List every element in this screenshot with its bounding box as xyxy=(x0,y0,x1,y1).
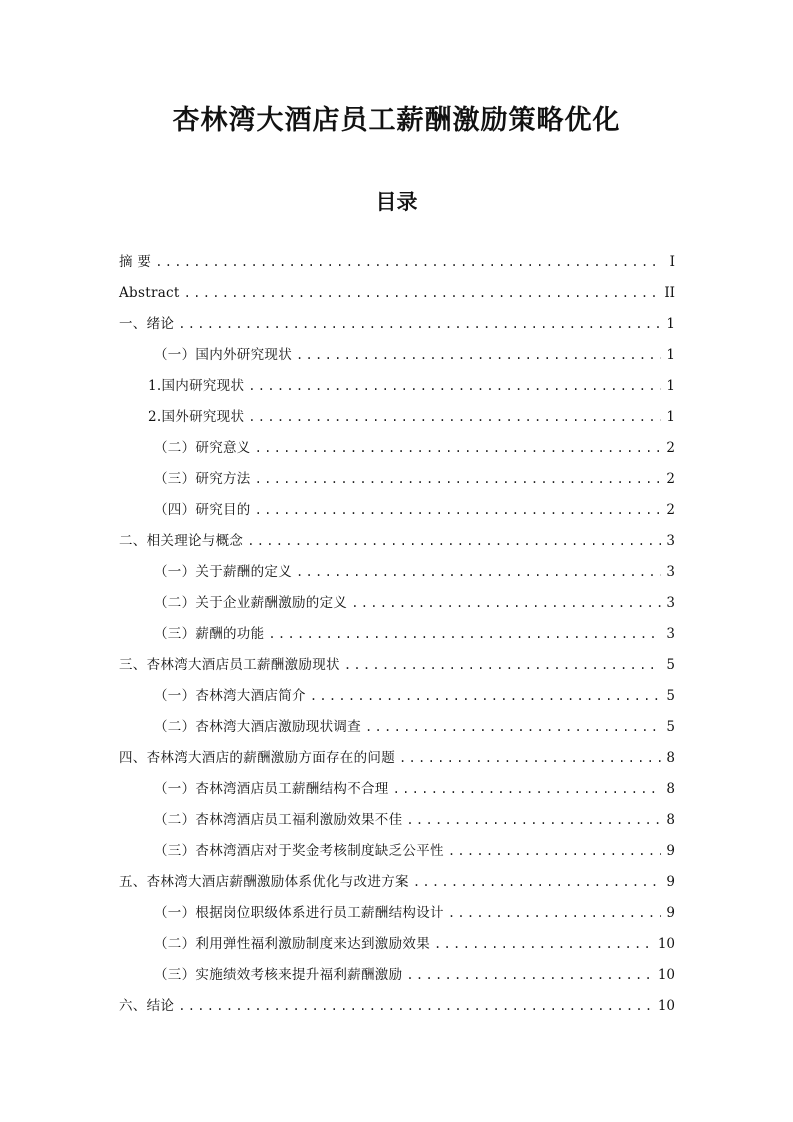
toc-entry-section[interactable] xyxy=(154,715,675,739)
toc-entry-chapter-1[interactable] xyxy=(119,312,675,336)
toc-entry-page: 1 xyxy=(666,378,675,394)
toc-entry-page: 1 xyxy=(666,409,675,425)
toc-entry-label: （一）关于薪酬的定义 xyxy=(154,564,292,580)
toc-leader-dots xyxy=(434,932,654,956)
toc-entry-page: 8 xyxy=(666,781,675,797)
toc-entry-page: 8 xyxy=(666,812,675,828)
toc-entry-section[interactable] xyxy=(154,622,675,646)
toc-entry-label: Abstract xyxy=(119,285,180,301)
toc-entry-page: 10 xyxy=(657,967,675,983)
toc-entry-section[interactable] xyxy=(154,591,675,615)
toc-leader-dots xyxy=(255,436,661,460)
toc-entry-label: 2.国外研究现状 xyxy=(148,409,245,425)
toc-entry-section[interactable] xyxy=(154,839,675,863)
toc-entry-label: 摘 要 xyxy=(119,254,152,270)
toc-entry-section[interactable] xyxy=(154,467,675,491)
toc-leader-dots xyxy=(248,374,661,398)
toc-entry-label: （一）杏林湾大酒店简介 xyxy=(154,688,306,704)
toc-entry-label: 一、绪论 xyxy=(119,316,175,332)
toc-entry-chapter-5[interactable] xyxy=(119,870,675,894)
toc-leader-dots xyxy=(255,467,661,491)
toc-leader-dots xyxy=(296,343,661,367)
toc-leader-dots xyxy=(248,405,661,429)
toc-leader-dots xyxy=(365,715,661,739)
toc-entry-page: 3 xyxy=(666,533,675,549)
toc-entry-section[interactable] xyxy=(154,808,675,832)
toc-entry-page: 10 xyxy=(657,936,675,952)
toc-leader-dots xyxy=(344,653,661,677)
toc-entry-page: 2 xyxy=(666,502,675,518)
toc-entry-section[interactable] xyxy=(154,498,675,522)
toc-entry-page: 5 xyxy=(666,657,675,673)
toc-entry-page: 2 xyxy=(666,471,675,487)
toc-entry-label: （四）研究目的 xyxy=(154,502,251,518)
toc-entry-abstract-en[interactable] xyxy=(119,281,675,305)
toc-leader-dots xyxy=(178,312,661,336)
toc-entry-page: 8 xyxy=(666,750,675,766)
toc-entry-label: （一）杏林湾酒店员工薪酬结构不合理 xyxy=(154,781,389,797)
toc-leader-dots xyxy=(155,250,661,274)
toc-entry-page: 3 xyxy=(666,626,675,642)
toc-entry-chapter-2[interactable] xyxy=(119,529,675,553)
toc-entry-page: I xyxy=(669,254,675,270)
toc-entry-label: 1.国内研究现状 xyxy=(148,378,245,394)
toc-leader-dots xyxy=(178,994,654,1018)
toc-entry-section[interactable] xyxy=(154,932,675,956)
toc-leader-dots xyxy=(406,963,653,987)
toc-entry-label: （三）研究方法 xyxy=(154,471,251,487)
toc-entry-page: 5 xyxy=(666,688,675,704)
toc-entry-section[interactable] xyxy=(154,777,675,801)
toc-heading: 目录 xyxy=(375,190,418,214)
toc-entry-label: （二）关于企业薪酬激励的定义 xyxy=(154,595,348,611)
toc-entry-label: （三）杏林湾酒店对于奖金考核制度缺乏公平性 xyxy=(154,843,444,859)
toc-entry-abstract-cn[interactable] xyxy=(119,250,675,274)
document-title: 杏林湾大酒店员工薪酬激励策略优化 xyxy=(172,105,621,136)
toc-entry-label: （二）杏林湾酒店员工福利激励效果不佳 xyxy=(154,812,403,828)
toc-leader-dots xyxy=(393,777,661,801)
toc-entry-label: 五、杏林湾大酒店薪酬激励体系优化与改进方案 xyxy=(119,874,409,890)
toc-entry-label: （三）薪酬的功能 xyxy=(154,626,265,642)
toc-leader-dots xyxy=(268,622,661,646)
toc-leader-dots xyxy=(406,808,661,832)
toc-leader-dots xyxy=(413,870,661,894)
toc-entry-chapter-3[interactable] xyxy=(119,653,675,677)
toc-entry-section[interactable] xyxy=(154,343,675,367)
toc-leader-dots xyxy=(399,746,661,770)
toc-leader-dots xyxy=(351,591,661,615)
toc-entry-label: 二、相关理论与概念 xyxy=(119,533,244,549)
toc-leader-dots xyxy=(448,901,661,925)
toc-entry-chapter-6[interactable] xyxy=(119,994,675,1018)
toc-entry-label: （一）根据岗位职级体系进行员工薪酬结构设计 xyxy=(154,905,444,921)
toc-leader-dots xyxy=(184,281,661,305)
toc-entry-page: 9 xyxy=(666,905,675,921)
toc-entry-label: （二）利用弹性福利激励制度来达到激励效果 xyxy=(154,936,430,952)
toc-entry-label: （一）国内外研究现状 xyxy=(154,347,292,363)
toc-entry-page: 1 xyxy=(666,347,675,363)
toc-entry-page: 9 xyxy=(666,874,675,890)
toc-entry-section[interactable] xyxy=(154,684,675,708)
toc-entry-page: 9 xyxy=(666,843,675,859)
toc-entry-subsection[interactable] xyxy=(148,374,675,398)
toc-entry-page: 10 xyxy=(657,998,675,1014)
toc-entry-section[interactable] xyxy=(154,436,675,460)
toc-entry-label: （三）实施绩效考核来提升福利薪酬激励 xyxy=(154,967,403,983)
toc-entry-label: （二）研究意义 xyxy=(154,440,251,456)
toc-entry-label: （二）杏林湾大酒店激励现状调查 xyxy=(154,719,361,735)
toc-entry-section[interactable] xyxy=(154,963,675,987)
toc-leader-dots xyxy=(310,684,661,708)
toc-entry-subsection[interactable] xyxy=(148,405,675,429)
toc-entry-section[interactable] xyxy=(154,560,675,584)
toc-entry-page: 2 xyxy=(666,440,675,456)
toc-entry-page: 5 xyxy=(666,719,675,735)
toc-entry-label: 四、杏林湾大酒店的薪酬激励方面存在的问题 xyxy=(119,750,395,766)
toc-leader-dots xyxy=(448,839,661,863)
toc-leader-dots xyxy=(296,560,661,584)
toc-entry-page: 3 xyxy=(666,595,675,611)
toc-entry-label: 六、结论 xyxy=(119,998,175,1014)
toc-entry-page: 1 xyxy=(666,316,675,332)
toc-leader-dots xyxy=(247,529,661,553)
toc-entry-label: 三、杏林湾大酒店员工薪酬激励现状 xyxy=(119,657,340,673)
toc-entry-page: II xyxy=(664,285,675,301)
toc-entry-section[interactable] xyxy=(154,901,675,925)
toc-entry-page: 3 xyxy=(666,564,675,580)
toc-leader-dots xyxy=(255,498,661,522)
toc-entry-chapter-4[interactable] xyxy=(119,746,675,770)
